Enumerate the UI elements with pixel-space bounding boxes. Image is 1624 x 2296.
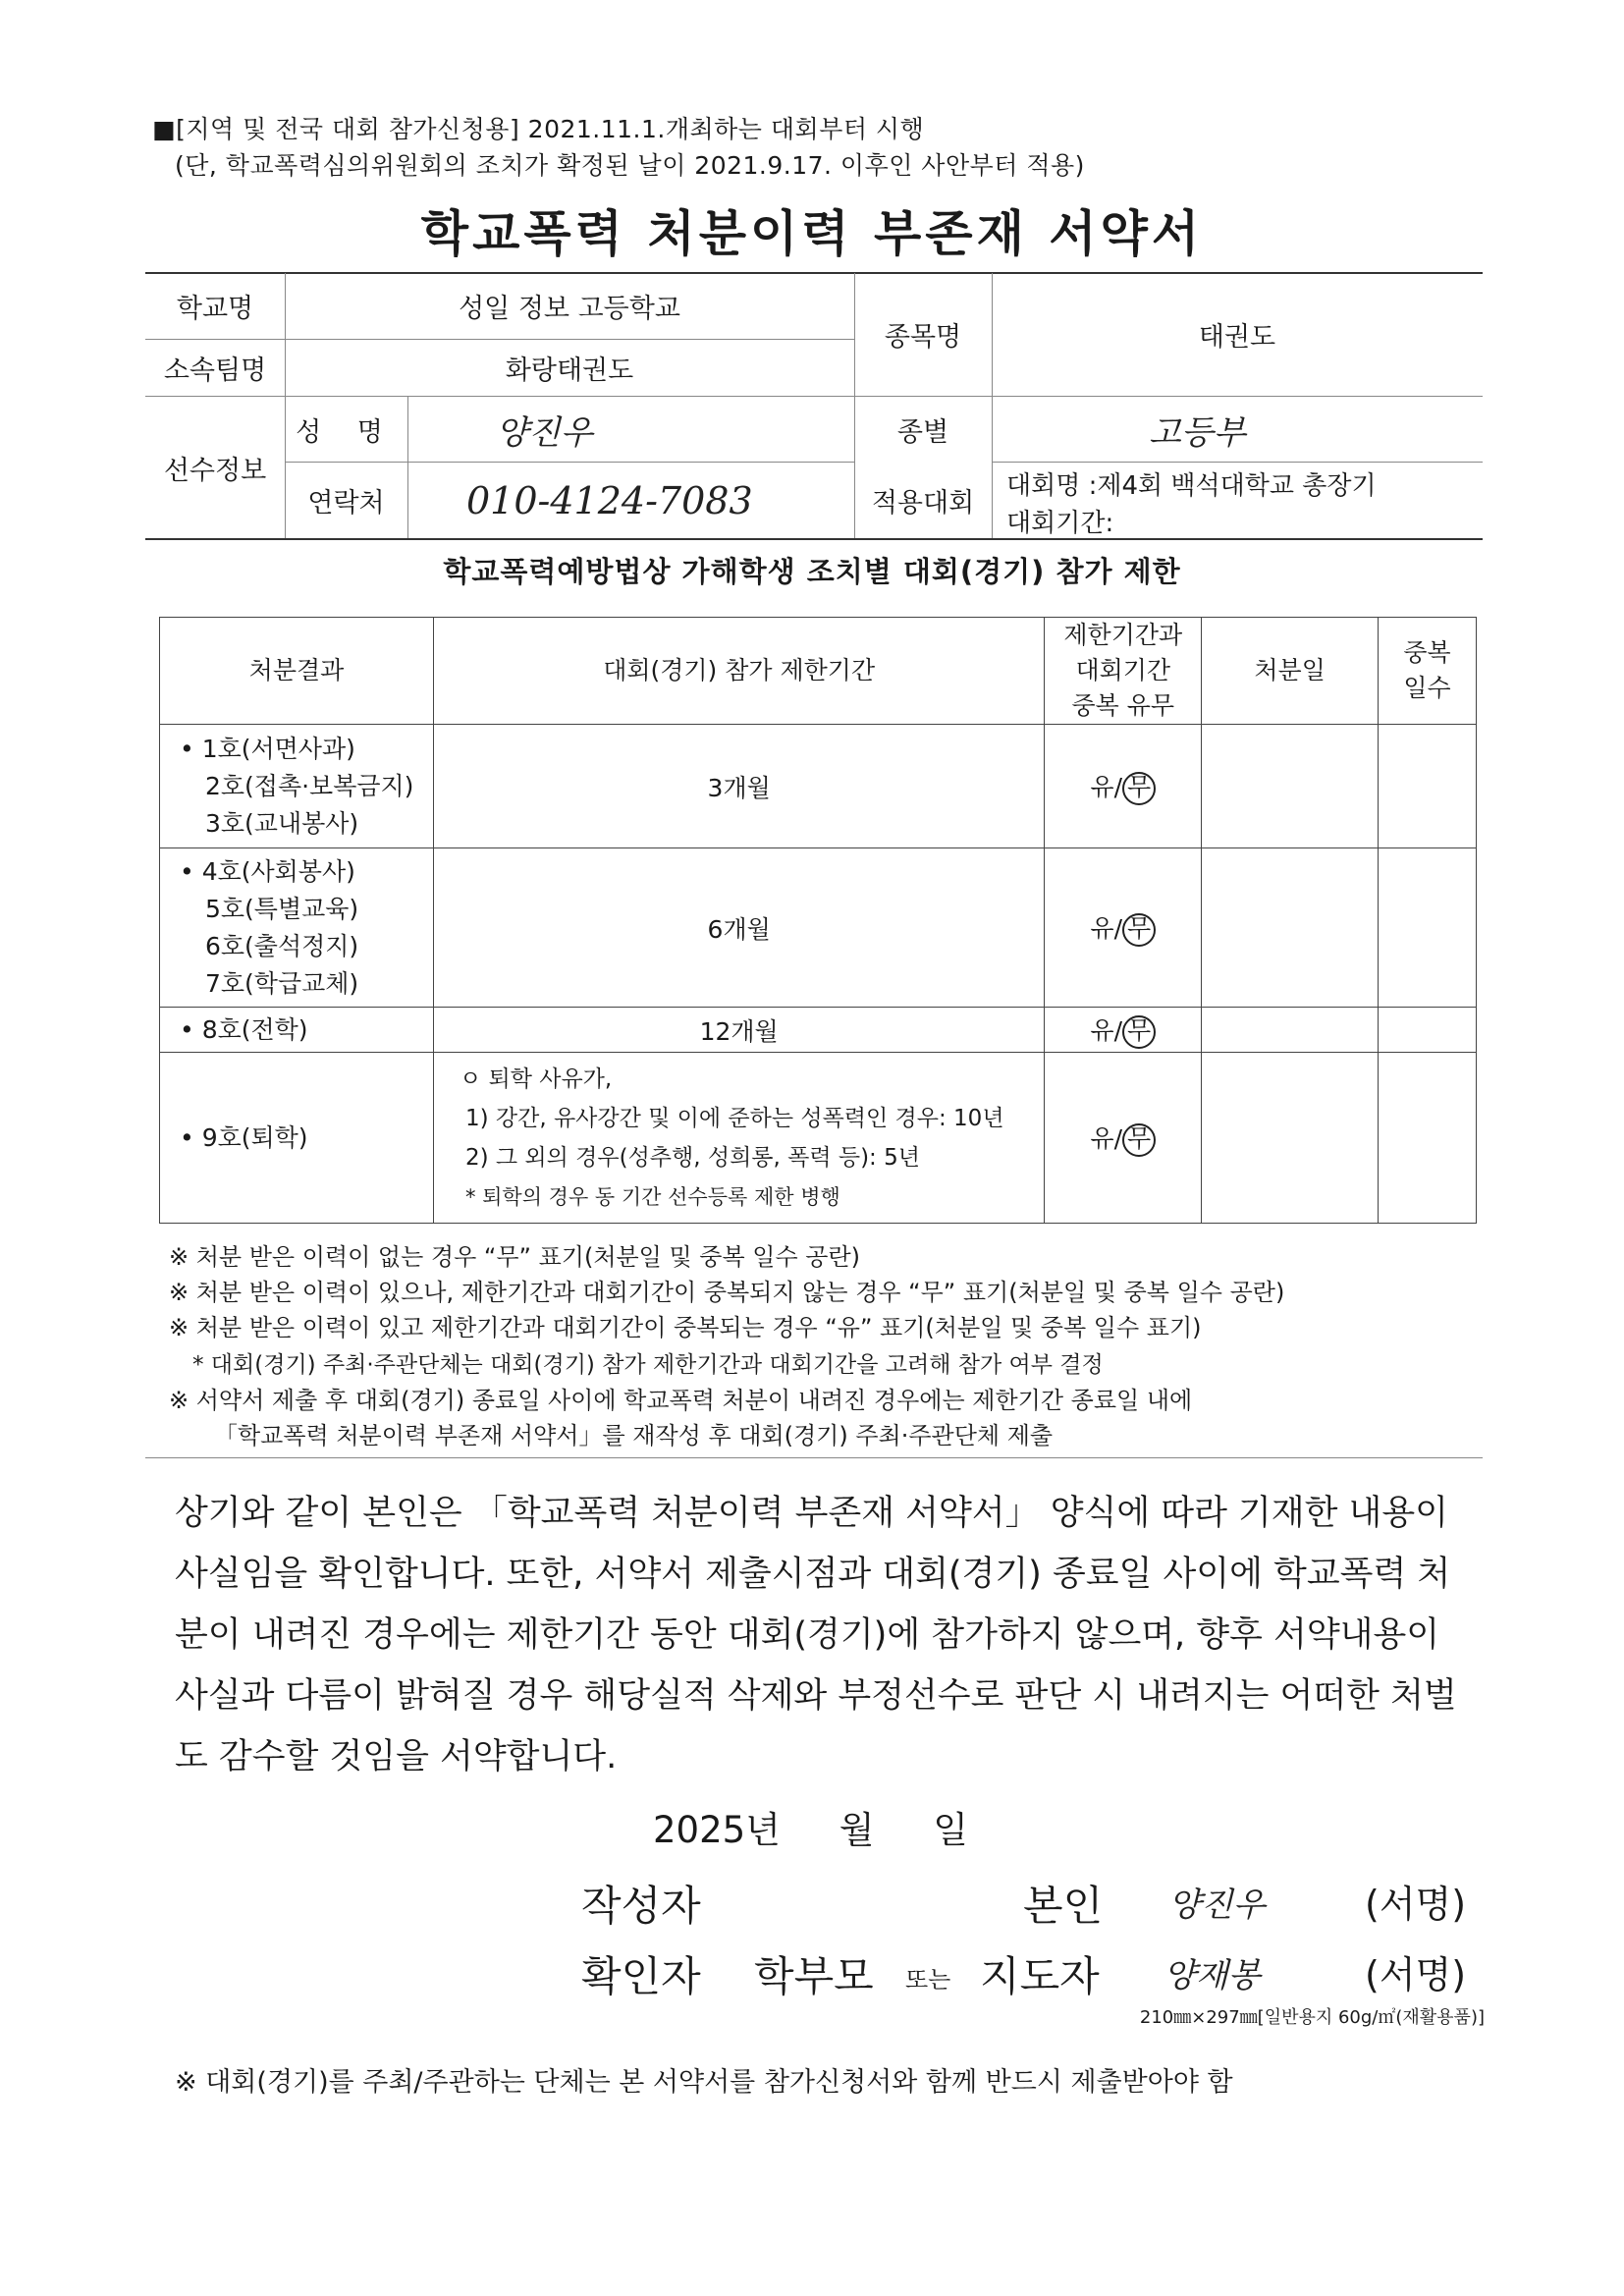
period-cell: 6개월	[433, 848, 1044, 1008]
date-month: 월	[839, 1809, 875, 1851]
or-label: 또는	[905, 1966, 951, 1994]
team-value: 화랑태권도	[505, 355, 634, 386]
note-4: * 대회(경기) 주최·주관단체는 대회(경기) 참가 제한기간과 대회기간을 고려해 참가 여부 결정	[192, 1352, 1104, 1378]
contact-label: 연락처	[307, 488, 385, 519]
header-days	[1379, 618, 1477, 725]
header-overlap-line3: 중복 유무	[1071, 691, 1175, 720]
category-value: 고등부	[1149, 412, 1246, 453]
yes-option: 유/	[1090, 1123, 1123, 1153]
no-option-circled: 무	[1122, 1015, 1156, 1049]
result-item: • 8호(전학)	[180, 1014, 308, 1044]
header-period: 대회(경기) 참가 제한기간	[433, 618, 1044, 725]
period-cell: 3개월	[433, 725, 1044, 848]
days-cell	[1379, 1008, 1477, 1053]
overlap-cell	[1045, 725, 1202, 848]
table-row	[160, 725, 1477, 848]
confirmer-label: 확인자	[581, 1952, 701, 2000]
result-item: 5호(특별교육)	[205, 894, 359, 923]
header-note-2: (단, 학교폭력심의위원회의 조치가 확정된 날이 2021.9.17. 이후인 사안부터 적용)	[175, 151, 1085, 180]
contact-value: 010-4124-7083	[466, 478, 753, 522]
category-label: 종별	[896, 416, 949, 448]
overlap-cell	[1045, 1053, 1202, 1224]
overlap-cell	[1045, 1008, 1202, 1053]
footer-note: ※ 대회(경기)를 주최/주관하는 단체는 본 서약서를 참가신청서와 함께 반드시 제출받아야 함	[175, 2067, 1233, 2098]
header-days-line2: 일수	[1403, 674, 1451, 702]
days-cell	[1379, 1053, 1477, 1224]
date-cell	[1202, 848, 1379, 1008]
no-option-circled: 무	[1122, 1123, 1156, 1157]
header-date: 처분일	[1202, 618, 1379, 725]
competition-label: 적용대회	[871, 488, 975, 519]
table-row	[160, 1008, 1477, 1053]
writer-label: 작성자	[581, 1882, 701, 1930]
no-option-circled: 무	[1122, 772, 1156, 805]
note-5: ※ 서약서 제출 후 대회(경기) 종료일 사이에 학교폭력 처분이 내려진 경우에는 제한기간 종료일 내에	[169, 1387, 1193, 1414]
date-day: 일	[933, 1809, 968, 1851]
restriction-table	[159, 617, 1477, 1224]
restriction-title: 학교폭력예방법상 가해학생 조치별 대회(경기) 참가 제한	[443, 555, 1181, 588]
team-label: 소속팀명	[163, 355, 267, 386]
player-info-label: 선수정보	[163, 455, 267, 486]
result-item: 6호(출석정지)	[205, 931, 359, 960]
period-line: ㅇ 퇴학 사유가,	[459, 1066, 613, 1092]
header-overlap-line2: 대회기간	[1075, 656, 1171, 684]
declaration-text: 상기와 같이 본인은 「학교폭력 처분이력 부존재 서약서」 양식에 따라 기재한 내용이 사실임을 확인합니다. 또한, 서약서 제출시점과 대회(경기) 종료일 사이에 학교폭력 처분이 내려진 경우에는 제한기간 동안 대회(경기)에 참가하지 않으며, 향후 서약내용이 사실과 다름이 밝혀질 경우 해당실적 삭제와 부정선수로 판단 시 내려지는 어떠한 처벌도 감수할 것임을 서약합니다.	[175, 1494, 1457, 1777]
period-line: 1) 강간, 유사강간 및 이에 준하는 성폭력인 경우: 10년	[464, 1105, 1004, 1131]
guide-seal: (서명)	[1365, 1953, 1467, 1996]
result-cell	[160, 1053, 434, 1224]
date-year: 2025	[653, 1809, 746, 1851]
info-bottom-border	[145, 538, 1483, 540]
date-cell	[1202, 725, 1379, 848]
name-value: 양진우	[496, 412, 593, 453]
result-item: • 9호(퇴학)	[180, 1122, 308, 1152]
note-1: ※ 처분 받은 이력이 없는 경우 “무” 표기(처분일 및 중복 일수 공란)	[169, 1243, 861, 1271]
event-value: 태권도	[1198, 322, 1276, 353]
days-cell	[1379, 848, 1477, 1008]
notes-bottom-border	[145, 1457, 1483, 1458]
period-line: * 퇴학의 경우 동 기간 선수등록 제한 병행	[464, 1184, 840, 1209]
note-3: ※ 처분 받은 이력이 있고 제한기간과 대회기간이 중복되는 경우 “유” 표기(처분일 및 중복 일수 표기)	[169, 1314, 1202, 1341]
date-cell	[1202, 1053, 1379, 1224]
result-cell	[160, 848, 434, 1008]
event-label: 종목명	[884, 322, 962, 353]
period-cell: 12개월	[433, 1008, 1044, 1053]
parent-label: 학부모	[754, 1952, 874, 2000]
self-label: 본인	[1023, 1882, 1104, 1930]
period-cell	[433, 1053, 1044, 1224]
competition-name: 대회명 :제4회 백석대학교 총장기	[1006, 471, 1377, 501]
signing-date	[653, 1800, 968, 1853]
name-label: 성 명	[296, 416, 397, 448]
school-value: 성일 정보 고등학교	[459, 294, 680, 324]
header-note-1: ■[지역 및 전국 대회 참가신청용] 2021.11.1.개최하는 대회부터 시행	[152, 115, 925, 143]
competition-period: 대회기간:	[1006, 509, 1114, 538]
guide-name-signature: 양재봉	[1164, 1956, 1261, 1995]
yes-option: 유/	[1090, 772, 1123, 801]
header-overlap	[1045, 618, 1202, 725]
days-cell	[1379, 725, 1477, 848]
guide-label: 지도자	[980, 1952, 1100, 2000]
result-item: • 1호(서면사과)	[180, 734, 355, 763]
table-row	[160, 1053, 1477, 1224]
no-option-circled: 무	[1122, 913, 1156, 947]
self-name-signature: 양진우	[1168, 1886, 1266, 1925]
note-2: ※ 처분 받은 이력이 있으나, 제한기간과 대회기간이 중복되지 않는 경우 “무” 표기(처분일 및 중복 일수 공란)	[169, 1279, 1285, 1306]
result-item: • 4호(사회봉사)	[180, 856, 355, 886]
date-year-suffix: 년	[745, 1809, 781, 1851]
info-divider	[992, 462, 1483, 463]
result-cell	[160, 1008, 434, 1053]
result-item: 7호(학급교체)	[205, 968, 359, 998]
result-item: 3호(교내봉사)	[205, 808, 359, 838]
overlap-cell	[1045, 848, 1202, 1008]
yes-option: 유/	[1090, 913, 1123, 943]
header-result: 처분결과	[160, 618, 434, 725]
period-line: 2) 그 외의 경우(성추행, 성희롱, 폭력 등): 5년	[464, 1144, 920, 1171]
header-overlap-line1: 제한기간과	[1063, 621, 1183, 649]
table-row	[160, 848, 1477, 1008]
header-days-line1: 중복	[1403, 638, 1451, 667]
paper-spec: 210㎜×297㎜[일반용지 60g/㎡(재활용품)]	[1139, 2007, 1485, 2028]
date-cell	[1202, 1008, 1379, 1053]
document-title: 학교폭력 처분이력 부존재 서약서	[420, 205, 1204, 262]
self-seal: (서명)	[1365, 1883, 1467, 1926]
result-cell	[160, 725, 434, 848]
result-item: 2호(접촉·보복금지)	[205, 771, 414, 800]
school-label: 학교명	[176, 294, 254, 324]
note-6: 「학교폭력 처분이력 부존재 서약서」를 재작성 후 대회(경기) 주최·주관단체 제출	[214, 1422, 1054, 1449]
yes-option: 유/	[1090, 1015, 1123, 1045]
